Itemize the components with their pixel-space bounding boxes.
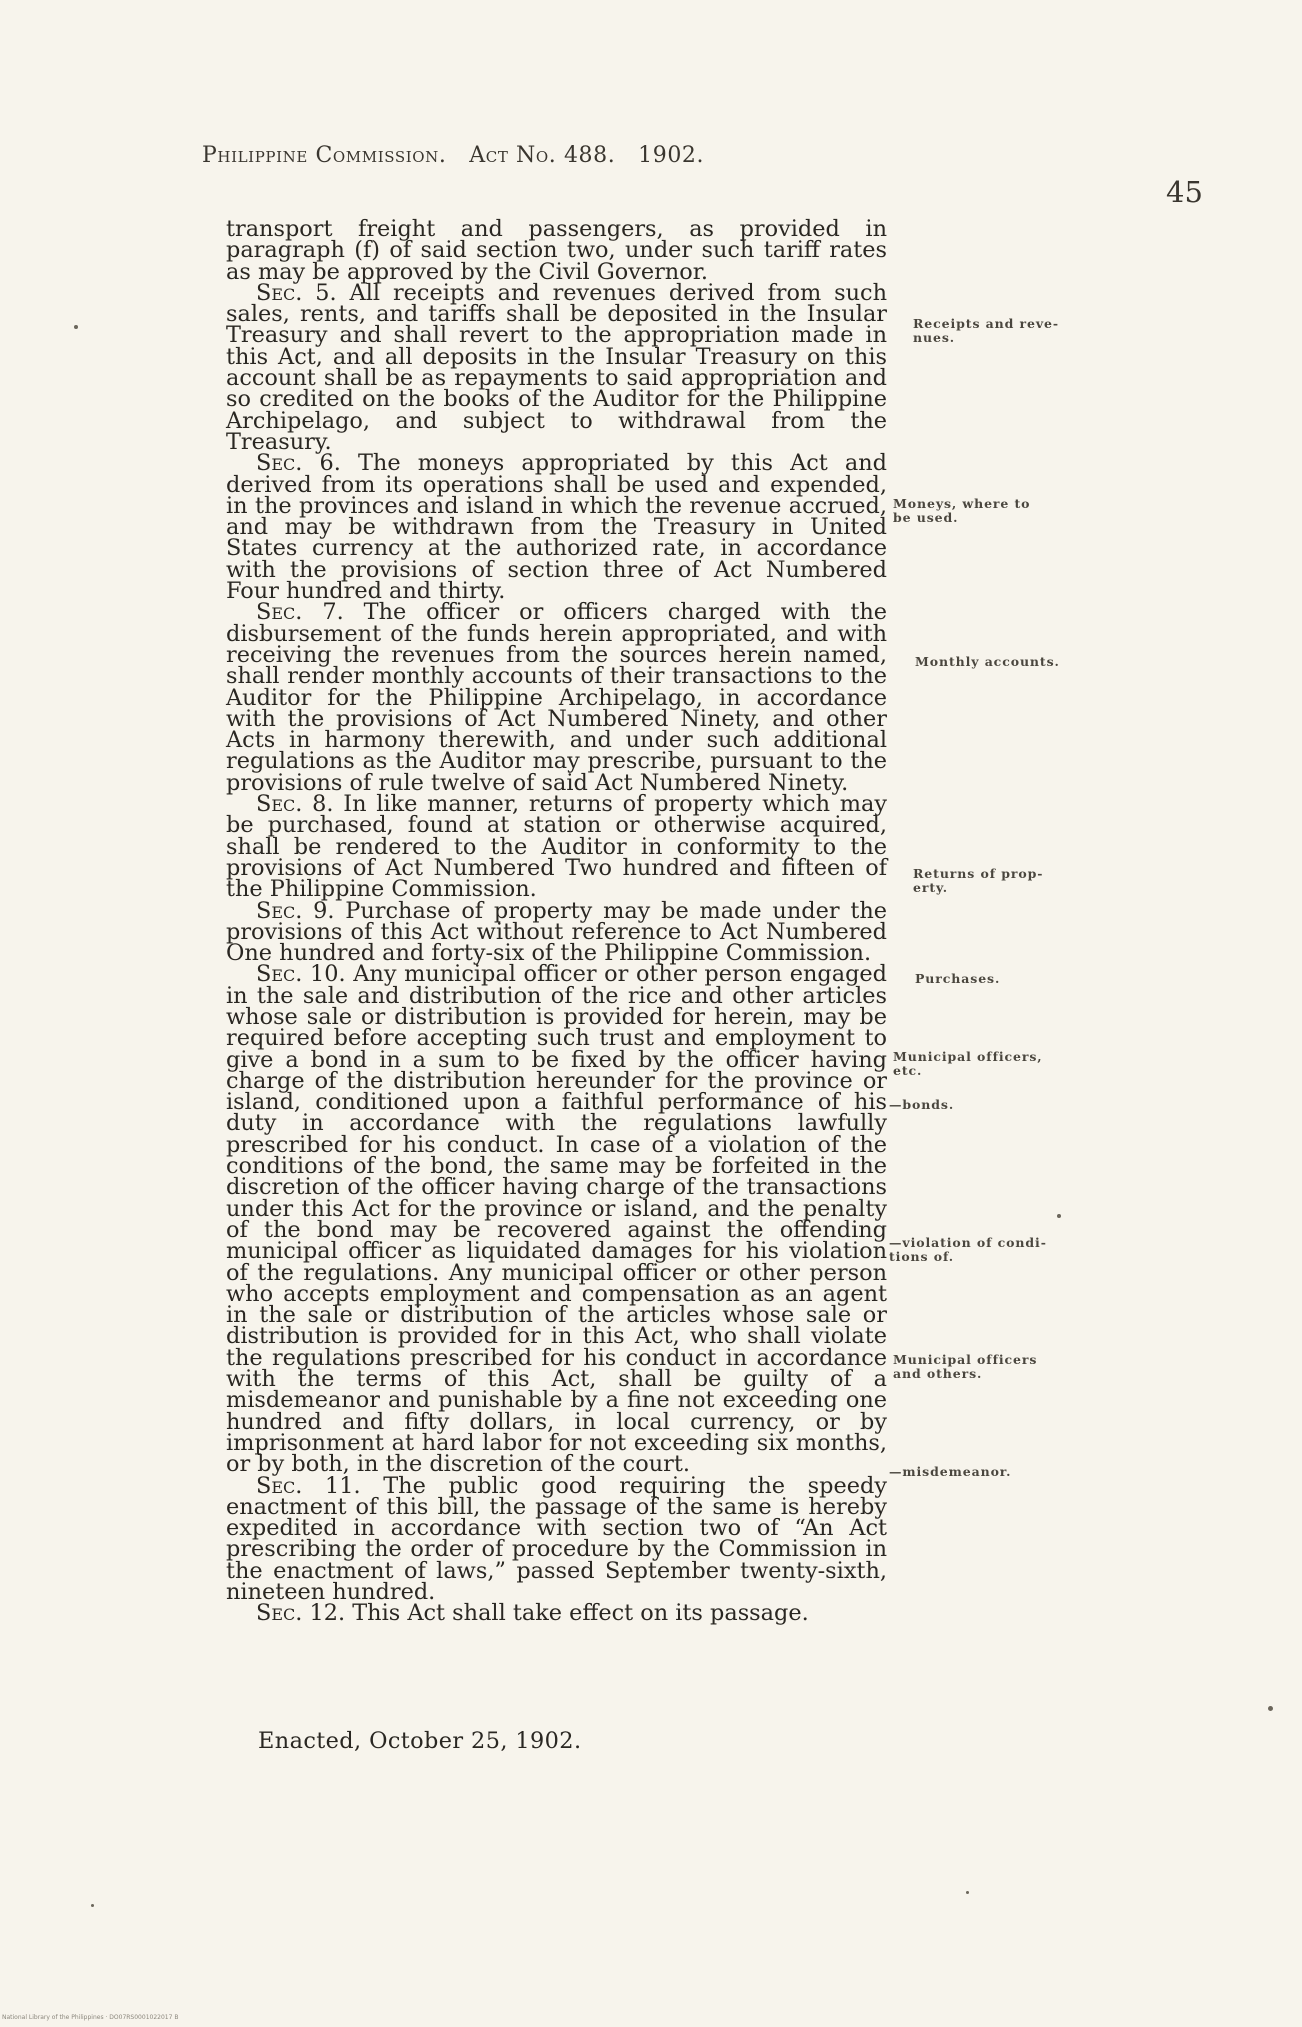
section-label: Sec. 6. [256, 450, 341, 477]
paragraph-continuation: transport freight and passengers, as provided in paragraph (f) of said section two, under such tariff rates as may be approved by the Civil Governor. [226, 216, 887, 285]
section-6 [226, 450, 887, 605]
section-8 [226, 791, 887, 903]
margin-note-violation: —violation of condi- tions of. [889, 1235, 1047, 1264]
section-10 [226, 961, 887, 1478]
body-text [226, 216, 888, 1627]
section-label: Sec. 5. [256, 279, 337, 306]
section-label: Sec. 11. [256, 1472, 361, 1499]
margin-note-municipal-others: Municipal officers and others. [893, 1352, 1038, 1381]
scan-speck [1268, 1706, 1273, 1711]
page-number: 45 [1166, 175, 1203, 209]
year: 1902. [638, 143, 705, 168]
margin-note-receipts: Receipts and reve- nues. [913, 316, 1059, 345]
act-label: Act No. 488. [469, 143, 616, 168]
margin-note-purchases: Purchases. [915, 971, 1001, 986]
margin-note-monthly-accounts: Monthly accounts. [915, 654, 1060, 669]
enacted-line: Enacted, October 25, 1902. [258, 1728, 582, 1754]
section-text: Any municipal officer or other person engaged in the sale and distribution of the rice and other articles whose sale or distribution is provided for herein, may be required before accepting such trust and employment to give a bond in a sum to be fixed by the officer having charge of the distribution hereunder for the province or island, conditioned upon a faithful performance of his duty in accordance with the regulations lawfully prescribed for his conduct. In case of a violation of the conditions of the bond, the same may be forfeited in the discretion of the officer having charge of the transactions under this Act for the province or island, and the penalty of the bond may be recovered against the offending municipal officer as liquidated damages for his violation of the regulations. Any municipal officer or other person who accepts employment and compensation as an agent in the sale or distribution of the articles whose sale or distribution is provided for in this Act, who shall violate the regulations prescribed for his conduct in accordance with the terms of this Act, shall be guilty of a misdemeanor and punishable by a fine not exceeding one hundred and fifty dollars, in local currency, or by imprisonment at hard labor for not exceeding six months, or by both, in the discretion of the court. [226, 961, 887, 1478]
section-12 [226, 1600, 887, 1627]
scan-speck [74, 325, 78, 329]
margin-note-bonds: —bonds. [889, 1097, 955, 1112]
scan-speck [966, 1891, 969, 1894]
section-text: The public good requiring the speedy enactment of this bill, the passage of the same is hereby expedited in accordance with section two of “An Act prescribing the order of procedure by the Commission in the enactment of laws,” passed September twenty-sixth, nineteen hundred. [226, 1472, 887, 1605]
margin-note-municipal-officers: Municipal officers, etc. [893, 1049, 1043, 1078]
section-label: Sec. 8. [256, 791, 334, 818]
running-head [202, 143, 704, 168]
margin-note-returns: Returns of prop- erty. [913, 866, 1044, 895]
margin-note-misdemeanor: —misdemeanor. [889, 1464, 1012, 1479]
section-7 [226, 599, 888, 796]
section-5 [226, 279, 888, 455]
footer-stamp: National Library of the Philippines · DO07RS0001022017 B [2, 2014, 179, 2021]
section-11 [226, 1472, 887, 1605]
section-label: Sec. 10. [256, 961, 346, 988]
section-text: All receipts and revenues derived from such sales, rents, and tariffs shall be deposited in the Insular Treasury and shall revert to the appropriation made in this Act, and all deposits in the Insular Treasury on this account shall be as repayments to said appropriation and so credited on the books of the Auditor for the Philippine Archipelago, and subject to withdrawal from the Treasury. [226, 279, 888, 455]
scan-speck [1057, 1214, 1061, 1218]
section-text: In like manner, returns of property which may be purchased, found at station or otherwise acquired, shall be rendered to the Auditor in conformity to the provisions of Act Numbered Two hundred and fifteen of the Philippine Commission. [226, 791, 887, 903]
section-text: The officer or officers charged with the disbursement of the funds herein appropriated, and with receiving the revenues from the sources herein named, shall render monthly accounts of their transactions to the Auditor for the Philippine Archipelago, in accordance with the provisions of Act Numbered Ninety, and other Acts in harmony therewith, and under such additional regulations as the Auditor may prescribe, pursuant to the provisions of rule twelve of said Act Numbered Ninety. [226, 599, 888, 796]
section-text: Purchase of property may be made under the provisions of this Act without reference to Act Numbered One hundred and forty-six of the Philippine Commission. [226, 897, 887, 967]
section-text: The moneys appropriated by this Act and derived from its operations shall be used and expended, in the provinces and island in which the revenue accrued, and may be withdrawn from the Treasury in United States currency at the authorized rate, in accordance with the provisions of section three of Act Numbered Four hundred and thirty. [226, 450, 887, 605]
section-label: Sec. 12. [256, 1600, 346, 1627]
section-9 [226, 897, 887, 967]
scan-speck [91, 1904, 94, 1907]
section-label: Sec. 9. [256, 897, 335, 924]
margin-note-moneys: Moneys, where to be used. [893, 496, 1031, 525]
running-title: Philippine Commission. [202, 143, 447, 168]
section-text: This Act shall take effect on its passage. [345, 1600, 809, 1627]
section-label: Sec. 7. [256, 599, 344, 626]
